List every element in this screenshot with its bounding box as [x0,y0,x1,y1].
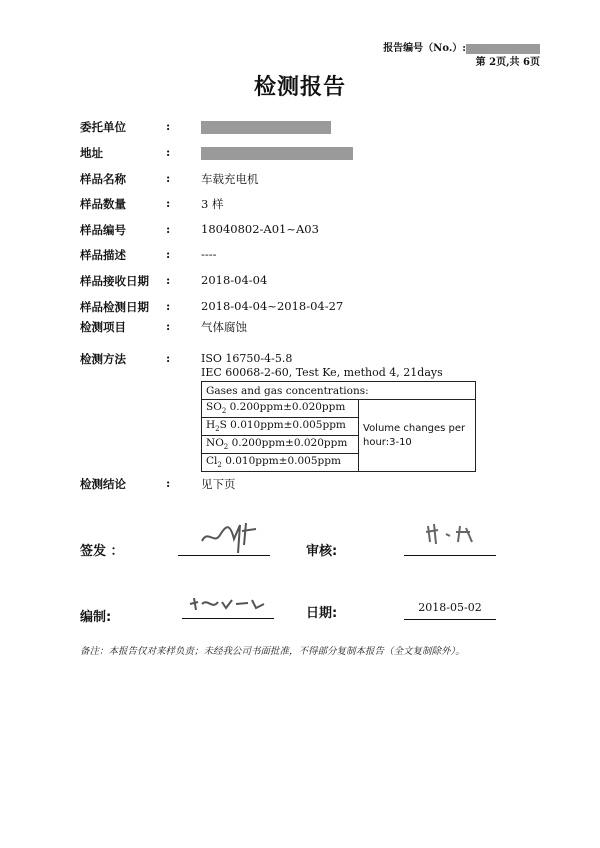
prepare-signature [186,594,276,616]
review-signature [424,518,484,548]
report-header [383,42,540,70]
footnote: 备注：本报告仅对来样负责；未经我公司书面批准，不得部分复制本报告（全文复制除外）。 [80,646,465,657]
issue-signature [196,515,266,555]
redacted-address [201,147,353,160]
method-text [201,352,443,380]
page-info: 第 2页,共 6页 [475,57,540,68]
date-value: 2018-05-02 [404,601,496,620]
gas-cell: $NO_2$ 0.200ppm±0.020ppm [202,436,359,454]
gas-table [201,381,476,472]
page-title: 检测报告 [253,75,346,100]
report-no-label: 报告编号（No.）: [383,43,466,54]
gas-cell: $Cl_2$ 0.010ppm±0.005ppm [202,454,359,472]
review-label: 审核: [306,544,338,559]
gas-table-header: Gases and gas concentrations: [202,382,476,400]
redacted-client [201,121,331,134]
prepare-label: 编制: [80,610,112,625]
method-line: ISO 16750-4-5.8 [201,352,293,365]
issue-label: 签发 ： [80,544,124,559]
date-label: 日期: [306,606,338,621]
volume-note: Volume changes per hour:3-10 [359,400,476,472]
method-line: IEC 60068-2-60, Test Ke, method 4, 21days [201,366,443,379]
redacted-report-no [466,44,540,54]
gas-cell: $SO_2$ 0.200ppm±0.020ppm [202,400,359,418]
gas-cell: $H_2S$ 0.010ppm±0.005ppm [202,418,359,436]
